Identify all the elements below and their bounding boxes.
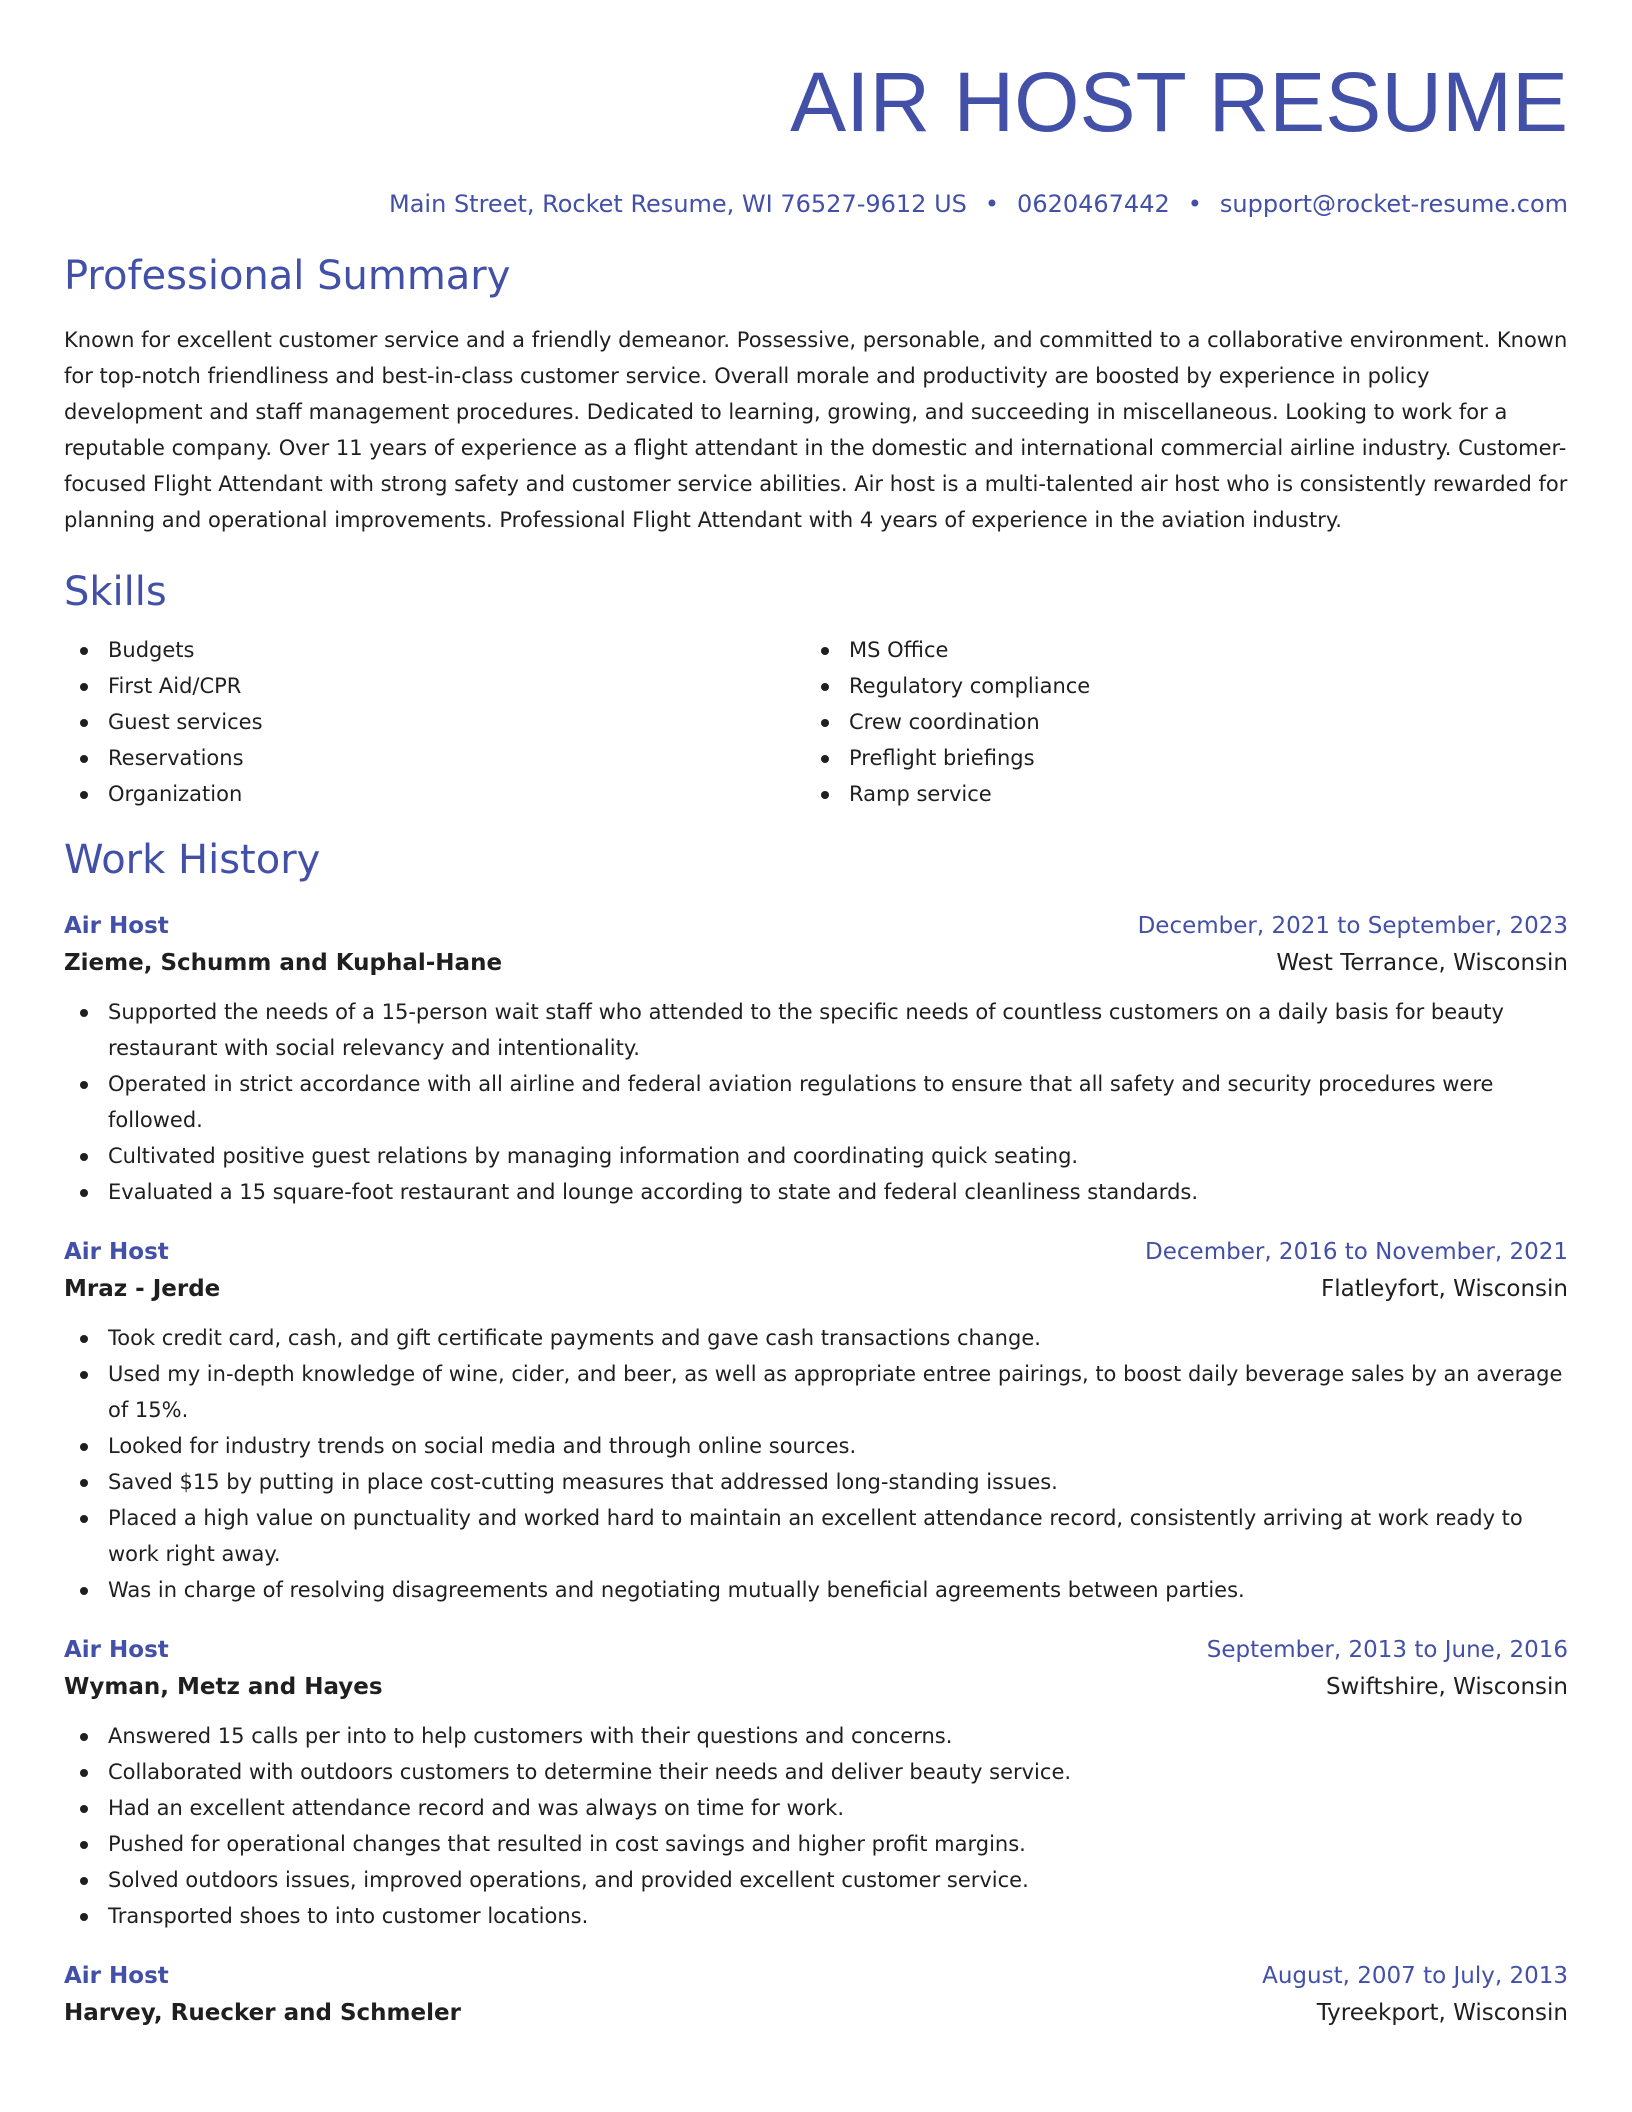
job-bullet: Transported shoes to into customer locations.: [64, 1898, 1568, 1934]
job-location: Swiftshire, Wisconsin: [1325, 1674, 1568, 1700]
job-bullet: Operated in strict accordance with all airline and federal aviation regulations to ensure that all safety and security procedures were followed.: [64, 1066, 1568, 1138]
jobs-list: [64, 908, 1568, 2032]
skill-item: Reservations: [64, 740, 805, 776]
summary-heading: Professional Summary: [64, 253, 511, 299]
job-bullet: Solved outdoors issues, improved operations, and provided excellent customer service.: [64, 1862, 1568, 1898]
skill-item: Organization: [64, 776, 805, 812]
job-bullet: Had an excellent attendance record and was always on time for work.: [64, 1790, 1568, 1826]
job-company-row: [64, 944, 1568, 982]
job-title: Air Host: [64, 913, 169, 939]
skill-item: MS Office: [805, 632, 1546, 668]
skill-item: Guest services: [64, 704, 805, 740]
job-bullet: Placed a high value on punctuality and worked hard to maintain an excellent attendance record, consistently arriving at work ready to work right away.: [64, 1500, 1568, 1572]
skills-list-left: [64, 632, 805, 812]
skills-section: [64, 566, 1568, 812]
skills-heading: Skills: [64, 569, 167, 615]
job-company-row: [64, 1994, 1568, 2032]
job-bullet: Supported the needs of a 15-person wait staff who attended to the specific needs of countless customers on a daily basis for beauty restaurant with social relevancy and intentionality.: [64, 994, 1568, 1066]
skills-columns: [64, 632, 1568, 812]
job-bullet: Saved $15 by putting in place cost-cutting measures that addressed long-standing issues.: [64, 1464, 1568, 1500]
skill-item: Crew coordination: [805, 704, 1546, 740]
job-company-row: [64, 1270, 1568, 1308]
contact-email: support@rocket-resume.com: [1219, 190, 1568, 218]
job-location: Tyreekport, Wisconsin: [1316, 2000, 1568, 2026]
job-entry: [64, 908, 1568, 1210]
job-bullet: Cultivated positive guest relations by managing information and coordinating quick seating.: [64, 1138, 1568, 1174]
job-bullets: [64, 1718, 1568, 1934]
resume-header: [64, 0, 1568, 220]
job-company: Mraz - Jerde: [64, 1276, 221, 1302]
job-bullet: Took credit card, cash, and gift certificate payments and gave cash transactions change.: [64, 1320, 1568, 1356]
skill-item: First Aid/CPR: [64, 668, 805, 704]
job-dates: August, 2007 to July, 2013: [1262, 1963, 1568, 1989]
contact-address: Main Street, Rocket Resume, WI 76527-9612 US: [389, 190, 967, 218]
job-company-row: [64, 1668, 1568, 1706]
job-bullet: Evaluated a 15 square-foot restaurant and lounge according to state and federal cleanliness standards.: [64, 1174, 1568, 1210]
skill-item: Preflight briefings: [805, 740, 1546, 776]
skill-item: Regulatory compliance: [805, 668, 1546, 704]
contact-separator: •: [1187, 190, 1202, 218]
job-title: Air Host: [64, 1239, 169, 1265]
work-history-section: [64, 834, 1568, 2032]
contact-line: [64, 188, 1568, 220]
resume-title: AIR HOST RESUME: [790, 55, 1568, 149]
job-company: Harvey, Ruecker and Schmeler: [64, 2000, 461, 2026]
contact-phone: 0620467442: [1017, 190, 1170, 218]
job-bullet: Collaborated with outdoors customers to determine their needs and deliver beauty service.: [64, 1754, 1568, 1790]
job-dates: September, 2013 to June, 2016: [1206, 1637, 1568, 1663]
job-title-row: [64, 1958, 1568, 1994]
job-location: Flatleyfort, Wisconsin: [1320, 1276, 1568, 1302]
work-history-heading: Work History: [64, 837, 321, 883]
job-dates: December, 2021 to September, 2023: [1137, 913, 1568, 939]
job-title-row: [64, 1234, 1568, 1270]
skill-item: Ramp service: [805, 776, 1546, 812]
job-bullet: Was in charge of resolving disagreements and negotiating mutually beneficial agreements between parties.: [64, 1572, 1568, 1608]
job-bullet: Answered 15 calls per into to help customers with their questions and concerns.: [64, 1718, 1568, 1754]
job-company: Wyman, Metz and Hayes: [64, 1674, 383, 1700]
job-title-row: [64, 1632, 1568, 1668]
skills-list-right: [805, 632, 1546, 812]
job-company: Zieme, Schumm and Kuphal-Hane: [64, 950, 503, 976]
job-title: Air Host: [64, 1963, 169, 1989]
job-title: Air Host: [64, 1637, 169, 1663]
contact-separator: •: [984, 190, 1000, 218]
job-bullet: Used my in-depth knowledge of wine, cider, and beer, as well as appropriate entree pairings, to boost daily beverage sales by an average of 15%.: [64, 1356, 1568, 1428]
job-entry: [64, 1234, 1568, 1608]
job-dates: December, 2016 to November, 2021: [1145, 1239, 1568, 1265]
job-bullets: [64, 1320, 1568, 1608]
job-bullets: [64, 994, 1568, 1210]
summary-paragraph: Known for excellent customer service and a friendly demeanor. Possessive, personable, and committed to a collaborative environment. Known for top-notch friendliness and best-in-class customer service. Overall morale and productivity are boosted by experience in policy development and staff management procedures. Dedicated to learning, growing, and succeeding in miscellaneous. Looking to work for a reputable company. Over 11 years of experience as a flight attendant in the domestic and international commercial airline industry. Customer-focused Flight Attendant with strong safety and customer service abilities. Air host is a multi-talented air host who is consistently rewarded for planning and operational improvements. Professional Flight Attendant with 4 years of experience in the aviation industry.: [64, 328, 1568, 532]
job-title-row: [64, 908, 1568, 944]
job-bullet: Looked for industry trends on social media and through online sources.: [64, 1428, 1568, 1464]
job-bullet: Pushed for operational changes that resulted in cost savings and higher profit margins.: [64, 1826, 1568, 1862]
job-location: West Terrance, Wisconsin: [1276, 950, 1568, 976]
job-entry: [64, 1958, 1568, 2032]
job-entry: [64, 1632, 1568, 1934]
summary-section: [64, 250, 1568, 538]
skill-item: Budgets: [64, 632, 805, 668]
